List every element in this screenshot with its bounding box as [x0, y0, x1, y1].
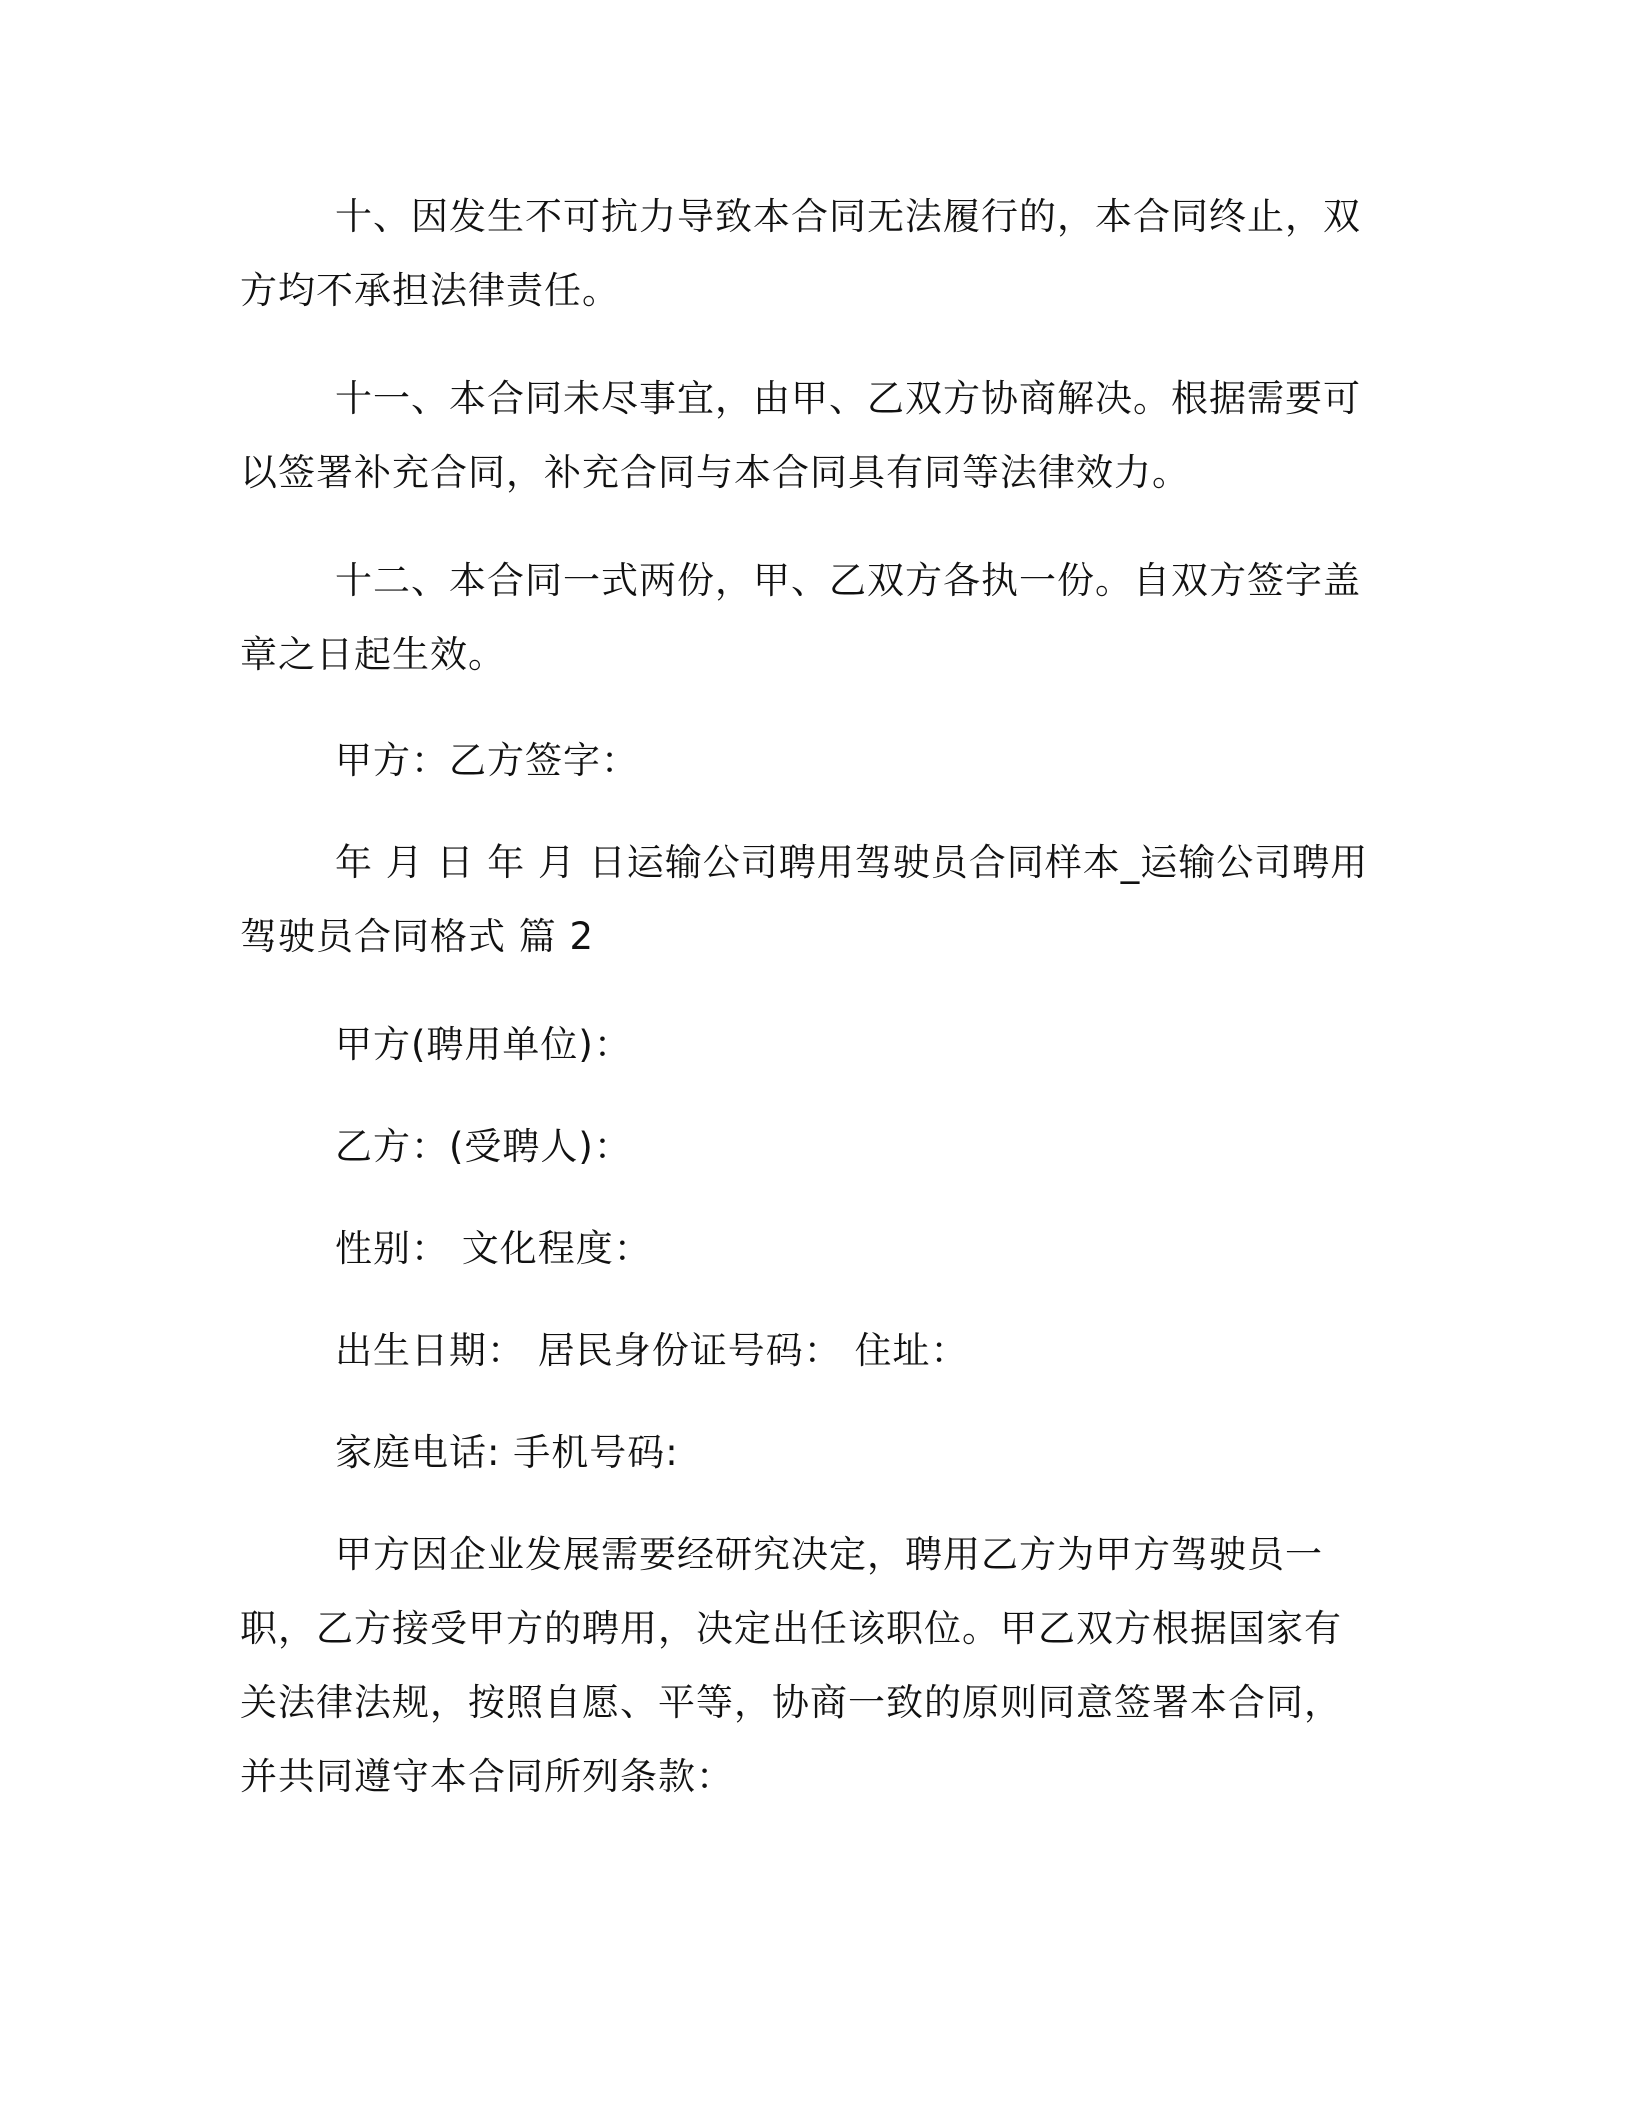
clause-12: 十二、本合同一式两份，甲、乙双方各执一份。自双方签字盖章之日起生效。 — [240, 559, 1361, 676]
signature-line: 甲方：乙方签字： — [335, 739, 639, 782]
gender-education-field: 性别： 文化程度： — [335, 1227, 652, 1270]
party-a-field: 甲方(聘用单位)： — [335, 1023, 632, 1066]
date-and-title-line: 年 月 日 年 月 日运输公司聘用驾驶员合同样本_运输公司聘用驾驶员合同格式 篇 2 — [240, 841, 1369, 958]
party-b-field: 乙方：(受聘人)： — [335, 1125, 632, 1168]
clause-11: 十一、本合同未尽事宜，由甲、乙双方协商解决。根据需要可以签署补充合同，补充合同与本合同具有同等法律效力。 — [240, 377, 1361, 494]
birth-id-address-field: 出生日期： 居民身份证号码： 住址： — [335, 1329, 969, 1372]
clause-10: 十、因发生不可抗力导致本合同无法履行的，本合同终止，双方均不承担法律责任。 — [240, 195, 1361, 312]
phone-field: 家庭电话: 手机号码: — [335, 1431, 679, 1474]
intro-paragraph: 甲方因企业发展需要经研究决定，聘用乙方为甲方驾驶员一职，乙方接受甲方的聘用，决定出任该职位。甲乙双方根据国家有关法律法规，按照自愿、平等，协商一致的原则同意签署本合同，并共同遵守本合同所列条款： — [240, 1533, 1342, 1798]
